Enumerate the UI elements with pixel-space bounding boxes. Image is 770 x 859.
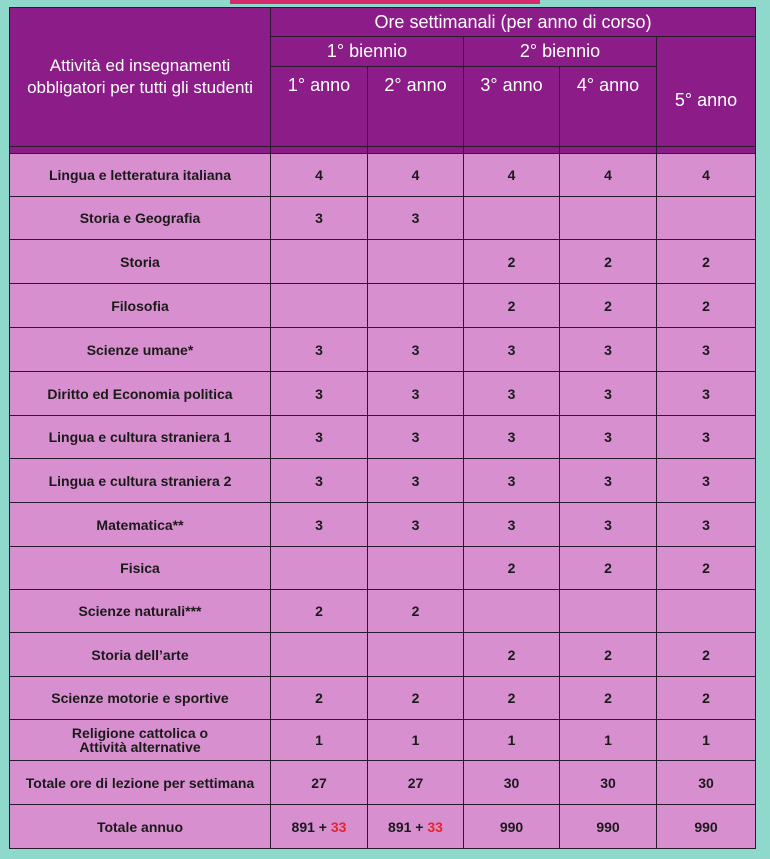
table-row — [10, 154, 756, 197]
hours-cell: 1 — [464, 720, 560, 761]
hours-cell: 3 — [464, 459, 560, 503]
hours-cell: 30 — [657, 761, 756, 805]
hours-cell: 1 — [560, 720, 657, 761]
hours-cell: 2 — [271, 677, 368, 720]
hours-cell — [368, 240, 464, 284]
hours-cell: 3 — [368, 459, 464, 503]
hours-cell: 990 — [657, 805, 756, 849]
hours-heading: Ore settimanali (per anno di corso) — [271, 8, 756, 37]
hours-cell: 30 — [464, 761, 560, 805]
hours-cell: 4 — [560, 154, 657, 197]
hours-cell: 27 — [271, 761, 368, 805]
table-row — [10, 416, 756, 459]
table-row — [10, 328, 756, 372]
subject-line: Religione cattolica o — [71, 725, 209, 741]
hours-cell: 3 — [657, 459, 756, 503]
table-row — [10, 459, 756, 503]
group-first-biennium: 1° biennio — [271, 37, 464, 67]
hours-cell: 2 — [657, 240, 756, 284]
hours-cell — [560, 197, 657, 240]
hours-cell: 1 — [271, 720, 368, 761]
column-header-year-5: 5° anno — [657, 37, 756, 147]
hours-cell — [368, 284, 464, 328]
hours-cell: 2 — [464, 677, 560, 720]
header-divider — [10, 147, 271, 154]
hours-cell — [657, 590, 756, 633]
hours-cell: 2 — [657, 547, 756, 590]
table-row — [10, 633, 756, 677]
hours-cell — [657, 197, 756, 240]
hours-cell: 3 — [271, 459, 368, 503]
table-row — [10, 372, 756, 416]
hours-cell: 2 — [657, 284, 756, 328]
hours-cell — [368, 805, 464, 849]
hours-cell — [271, 633, 368, 677]
table-row — [10, 547, 756, 590]
subject-cell: Lingua e cultura straniera 2 — [10, 459, 271, 503]
table-row — [10, 284, 756, 328]
column-header-year-2: 2° anno — [368, 67, 464, 147]
table-row — [10, 761, 756, 805]
hours-cell: 3 — [464, 372, 560, 416]
table-row — [10, 805, 756, 849]
annual-base: 891 + — [291, 818, 331, 835]
hours-cell: 2 — [560, 633, 657, 677]
hours-cell: 3 — [560, 416, 657, 459]
column-header-year-1: 1° anno — [271, 67, 368, 147]
table-row — [10, 590, 756, 633]
subject-cell: Scienze motorie e sportive — [10, 677, 271, 720]
hours-cell: 2 — [464, 633, 560, 677]
hours-cell: 2 — [657, 633, 756, 677]
column-header-year-4: 4° anno — [560, 67, 657, 147]
hours-cell: 3 — [464, 416, 560, 459]
hours-cell: 3 — [368, 328, 464, 372]
hours-cell — [464, 197, 560, 240]
hours-cell: 3 — [271, 197, 368, 240]
column-header-year-3: 3° anno — [464, 67, 560, 147]
hours-cell: 3 — [271, 328, 368, 372]
hours-cell: 27 — [368, 761, 464, 805]
hours-cell: 3 — [271, 503, 368, 547]
hours-cell: 2 — [464, 284, 560, 328]
hours-cell: 2 — [560, 547, 657, 590]
hours-cell: 3 — [657, 372, 756, 416]
table-row — [10, 677, 756, 720]
hours-cell: 2 — [464, 547, 560, 590]
hours-cell: 2 — [560, 240, 657, 284]
subject-cell: Matematica** — [10, 503, 271, 547]
hours-cell: 3 — [560, 372, 657, 416]
hours-cell: 3 — [271, 416, 368, 459]
hours-cell: 4 — [271, 154, 368, 197]
hours-cell — [271, 284, 368, 328]
subject-cell: Scienze umane* — [10, 328, 271, 372]
hours-cell: 3 — [368, 372, 464, 416]
subject-cell: Totale annuo — [10, 805, 271, 849]
hours-cell — [271, 805, 368, 849]
table-row — [10, 197, 756, 240]
hours-cell: 2 — [368, 677, 464, 720]
hours-cell: 4 — [657, 154, 756, 197]
hours-cell: 3 — [368, 197, 464, 240]
hours-cell: 2 — [560, 284, 657, 328]
hours-cell: 3 — [657, 416, 756, 459]
annual-base: 891 + — [388, 818, 428, 835]
hours-cell: 2 — [560, 677, 657, 720]
hours-cell: 3 — [560, 328, 657, 372]
column-header-subjects: Attività ed insegnamenti obbligatori per tutti gli studenti — [10, 8, 271, 147]
hours-cell — [271, 547, 368, 590]
group-second-biennium: 2° biennio — [464, 37, 657, 67]
table-row — [10, 240, 756, 284]
hours-cell — [368, 547, 464, 590]
top-heading-fragment — [230, 0, 540, 4]
subject-cell — [10, 720, 271, 761]
hours-cell — [464, 590, 560, 633]
hours-cell: 990 — [560, 805, 657, 849]
hours-cell: 1 — [657, 720, 756, 761]
hours-cell: 3 — [464, 328, 560, 372]
hours-cell: 2 — [464, 240, 560, 284]
table-row — [10, 720, 756, 761]
subject-cell: Scienze naturali*** — [10, 590, 271, 633]
subject-cell: Diritto ed Economia politica — [10, 372, 271, 416]
subject-cell: Storia — [10, 240, 271, 284]
hours-cell: 3 — [271, 372, 368, 416]
subject-cell: Lingua e cultura straniera 1 — [10, 416, 271, 459]
table-row — [10, 503, 756, 547]
hours-cell: 3 — [657, 503, 756, 547]
subject-line: Attività alternative — [79, 739, 201, 755]
hours-cell: 4 — [368, 154, 464, 197]
hours-cell: 4 — [464, 154, 560, 197]
subject-cell: Filosofia — [10, 284, 271, 328]
subject-cell: Storia dell’arte — [10, 633, 271, 677]
hours-cell: 3 — [464, 503, 560, 547]
hours-cell — [560, 590, 657, 633]
subject-cell: Lingua e letteratura italiana — [10, 154, 271, 197]
annual-extra: 33 — [330, 818, 347, 835]
hours-cell: 3 — [657, 328, 756, 372]
hours-cell — [368, 633, 464, 677]
hours-cell: 2 — [657, 677, 756, 720]
hours-cell: 3 — [560, 503, 657, 547]
hours-cell: 1 — [368, 720, 464, 761]
hours-cell: 3 — [368, 416, 464, 459]
hours-cell: 990 — [464, 805, 560, 849]
subject-cell: Totale ore di lezione per settimana — [10, 761, 271, 805]
hours-cell: 3 — [368, 503, 464, 547]
annual-extra: 33 — [427, 818, 443, 835]
hours-cell: 30 — [560, 761, 657, 805]
schedule-table — [9, 7, 756, 849]
subject-cell: Storia e Geografia — [10, 197, 271, 240]
hours-cell: 2 — [368, 590, 464, 633]
hours-cell — [271, 240, 368, 284]
subject-cell: Fisica — [10, 547, 271, 590]
hours-cell: 3 — [560, 459, 657, 503]
hours-cell: 2 — [271, 590, 368, 633]
